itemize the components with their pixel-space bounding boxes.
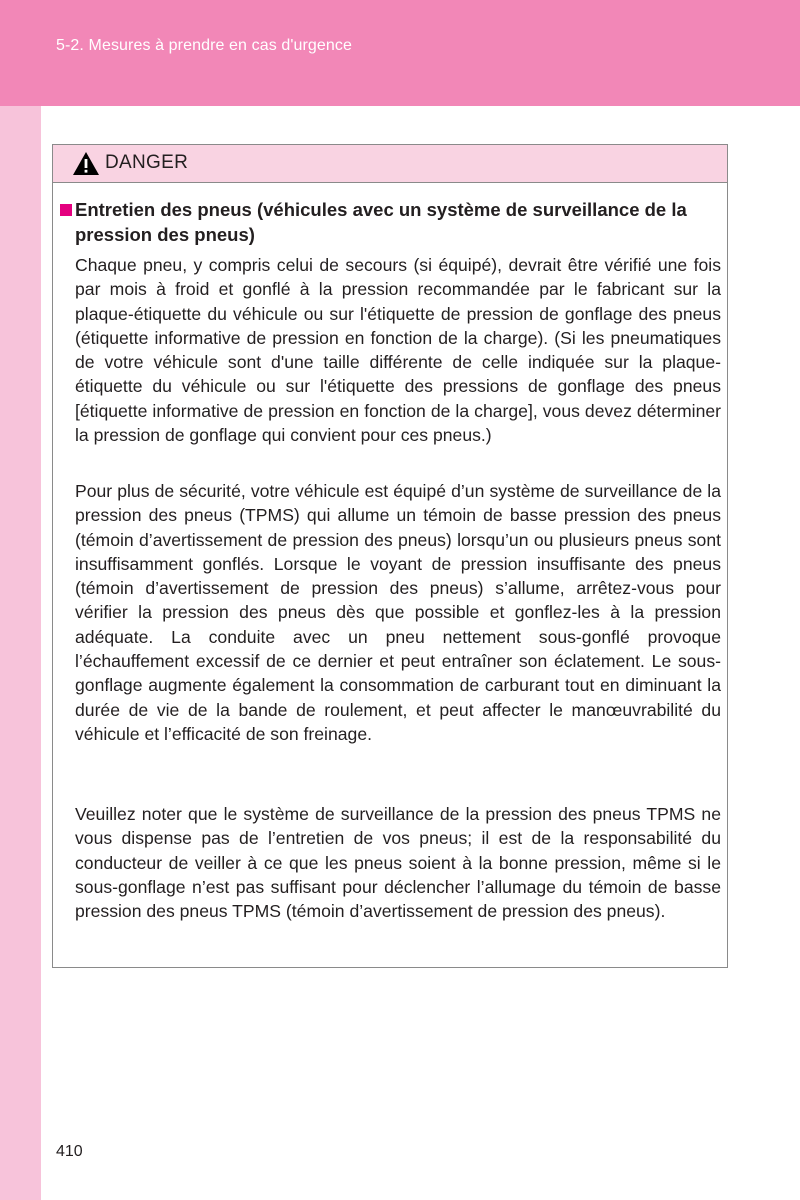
danger-title: DANGER [105, 152, 189, 173]
page-number: 410 [56, 1143, 83, 1160]
page-side-strip [0, 106, 41, 1200]
danger-box [52, 144, 728, 968]
heading-bullet [60, 204, 72, 216]
paragraph-3: Veuillez noter que le système de surveillance de la pression des pneus TPMS ne vous dispense pas de l’entretien de vos pneus; il est de la responsabilité du conducteur de veiller à ce que les pneus soient à la bonne pression, même si le sous-gonflage n’est pas suffisant pour déclencher l’allumage du témoin de basse pression des pneus TPMS (témoin d’avertissement de pression des pneus). [75, 804, 721, 922]
warning-triangle-icon [72, 151, 100, 176]
paragraph-2: Pour plus de sécurité, votre véhicule est équipé d’un système de surveillance de la pression des pneus (TPMS) qui allume un témoin de basse pression des pneus (témoin d’avertissement de pression des pneus) lorsqu’un ou plusieurs pneus sont insuffisamment gonflés. Lorsque le voyant de pression insuffisante des pneus (témoin d’avertissement de pression des pneus) s’allume, arrêtez-vous pour vérifier la pression des pneus dès que possible et gonflez-les à la pression adéquate. La conduite avec un pneu nettement sous-gonflé provoque l’échauffement excessif de ce dernier et peut entraîner son éclatement. Le sous-gonflage augmente également la consommation de carburant tout en diminuant la durée de vie de la bande de roulement, et peut affecter le manœuvrabilité du véhicule et l’efficacité de son freinage. [75, 481, 721, 744]
danger-header [53, 145, 727, 183]
section-title: 5-2. Mesures à prendre en cas d'urgence [56, 37, 353, 54]
chapter-header-band [0, 0, 800, 106]
section-heading: Entretien des pneus (véhicules avec un système de surveillance de la pression des pneus) [75, 199, 687, 245]
paragraph-1: Chaque pneu, y compris celui de secours (si équipé), devrait être vérifié une fois par mois à froid et gonflé à la pression recommandée par le fabricant sur la plaque-étiquette du véhicule ou sur l'étiquette de pression de gonflage des pneus (étiquette informative de pression en fonction de la charge). (Si les pneumatiques de votre véhicule sont d'une taille différente de celle indiquée sur la plaque-étiquette du véhicule ou sur l'étiquette des pressions de gonflage des pneus [étiquette informative de pression en fonction de la charge], vous devez déterminer la pression de gonflage qui convient pour ces pneus.) [75, 255, 721, 446]
